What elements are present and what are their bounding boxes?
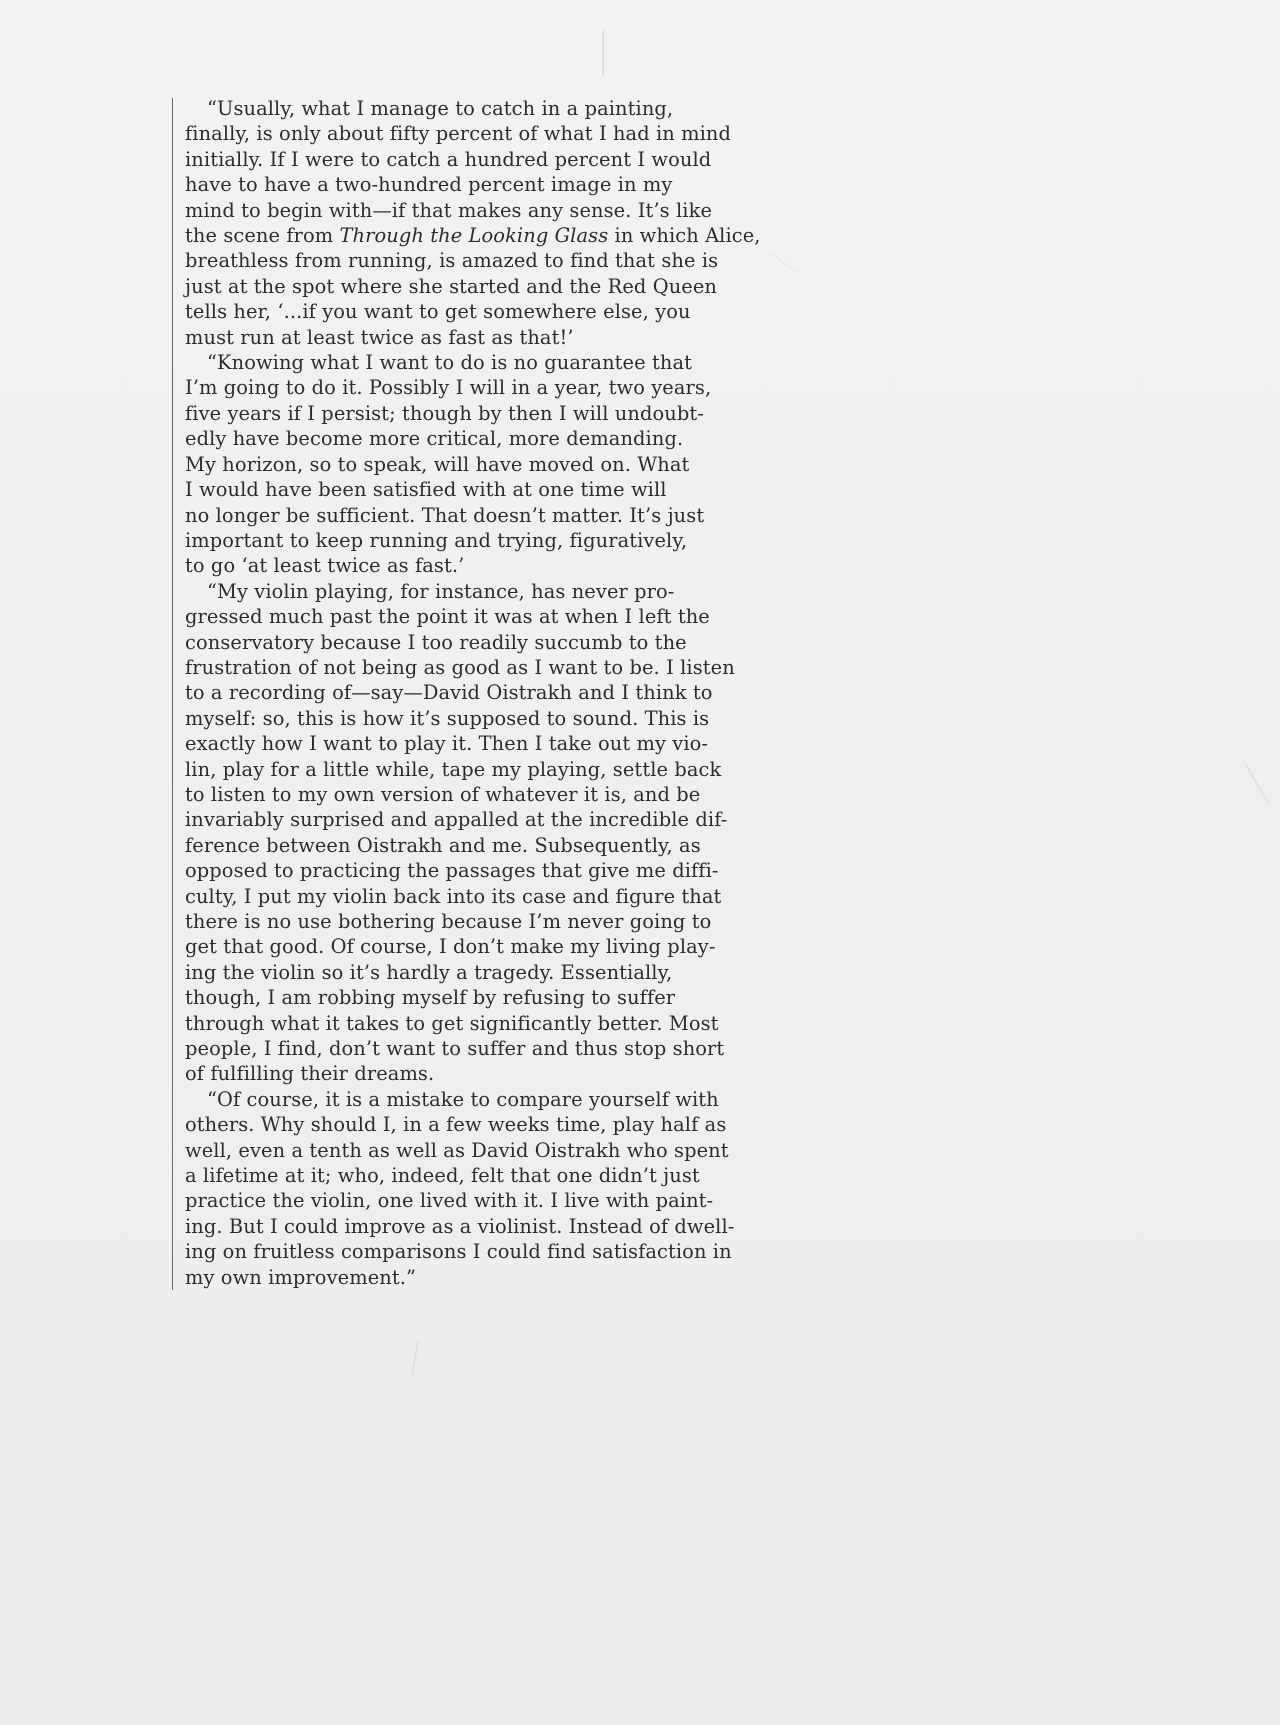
- text-line: initially. If I were to catch a hundred percent I would: [185, 147, 712, 171]
- text-line: must run at least twice as fast as that!’: [185, 325, 574, 349]
- text-line: “Of course, it is a mistake to compare yourself with: [207, 1087, 719, 1111]
- text-line: “Usually, what I manage to catch in a painting,: [207, 97, 674, 120]
- text-line: tells her, ‘...if you want to get somewhere else, you: [185, 300, 691, 324]
- text-line: there is no use bothering because I’m never going to: [185, 910, 712, 933]
- body-text: [185, 96, 761, 1290]
- paragraph-2: [185, 350, 745, 579]
- text-line: exactly how I want to play it. Then I take out my vio-: [185, 732, 709, 756]
- text-line: my own improvement.”: [185, 1265, 417, 1289]
- text-line: frustration of not being as good as I want to be. I listen: [185, 655, 735, 679]
- text-line: ference between Oistrakh and me. Subsequently, as: [185, 833, 701, 857]
- text-line: I would have been satisfied with at one time will: [185, 478, 667, 502]
- text-line: ing. But I could improve as a violinist. Instead of dwell-: [185, 1214, 735, 1238]
- text-line: I’m going to do it. Possibly I will in a year, two years,: [185, 376, 712, 400]
- text-line: to a recording of—say—David Oistrakh and I think to: [185, 681, 713, 705]
- scan-speck: [1244, 763, 1270, 806]
- text-line: of fulfilling their dreams.: [185, 1062, 435, 1086]
- text-line: through what it takes to get significantly better. Most: [185, 1011, 719, 1035]
- text-line: ing on fruitless comparisons I could find satisfaction in: [185, 1240, 732, 1264]
- text-line: have to have a two-hundred percent image in my: [185, 173, 673, 197]
- text-line: breathless from running, is amazed to find that she is: [185, 249, 719, 273]
- text-line: mind to begin with—if that makes any sense. It’s like: [185, 198, 713, 222]
- text-line: important to keep running and trying, figuratively,: [185, 528, 688, 552]
- text-line: invariably surprised and appalled at the incredible dif-: [185, 808, 728, 832]
- text-line: though, I am robbing myself by refusing to suffer: [185, 986, 676, 1010]
- text-line: to go ‘at least twice as fast.’: [185, 554, 465, 578]
- text-line: no longer be sufficient. That doesn’t matter. It’s just: [185, 503, 705, 527]
- paragraph-3: [185, 579, 745, 1087]
- paragraph-4: [185, 1087, 745, 1290]
- scan-speck: [411, 1340, 419, 1376]
- text-line: culty, I put my violin back into its case and figure that: [185, 884, 722, 908]
- text-line: [185, 223, 761, 248]
- text-line: opposed to practicing the passages that give me diffi-: [185, 859, 719, 883]
- scan-speck: [770, 253, 798, 273]
- margin-rule: [172, 98, 173, 1290]
- text-line: others. Why should I, in a few weeks time, play half as: [185, 1113, 727, 1137]
- text-line: a lifetime at it; who, indeed, felt that one didn’t just: [185, 1164, 700, 1188]
- text-line: myself: so, this is how it’s supposed to sound. This is: [185, 706, 710, 730]
- text-line: “My violin playing, for instance, has never pro-: [207, 579, 675, 603]
- text-run: the scene from: [185, 224, 340, 248]
- text-line: five years if I persist; though by then I will undoubt-: [185, 401, 704, 425]
- paragraph-1: [185, 96, 761, 350]
- text-line: My horizon, so to speak, will have moved on. What: [185, 452, 690, 476]
- text-line: get that good. Of course, I don’t make my living play-: [185, 935, 716, 959]
- text-line: practice the violin, one lived with it. I live with paint-: [185, 1189, 714, 1213]
- text-line: “Knowing what I want to do is no guarantee that: [207, 351, 692, 375]
- text-line: gressed much past the point it was at when I left the: [185, 605, 710, 629]
- text-line: to listen to my own version of whatever it is, and be: [185, 782, 701, 806]
- text-run: in which Alice,: [608, 224, 761, 248]
- text-line: well, even a tenth as well as David Oistrakh who spent: [185, 1138, 729, 1162]
- text-line: just at the spot where she started and the Red Queen: [185, 274, 718, 298]
- text-line: finally, is only about fifty percent of what I had in mind: [185, 122, 732, 146]
- text-line: lin, play for a little while, tape my playing, settle back: [185, 757, 722, 781]
- text-line: conservatory because I too readily succumb to the: [185, 630, 687, 654]
- scan-speck: [602, 30, 604, 78]
- text-line: ing the violin so it’s hardly a tragedy. Essentially,: [185, 960, 673, 984]
- book-title: Through the Looking Glass: [339, 224, 609, 248]
- text-line: edly have become more critical, more demanding.: [185, 427, 684, 451]
- text-line: people, I find, don’t want to suffer and thus stop short: [185, 1037, 725, 1061]
